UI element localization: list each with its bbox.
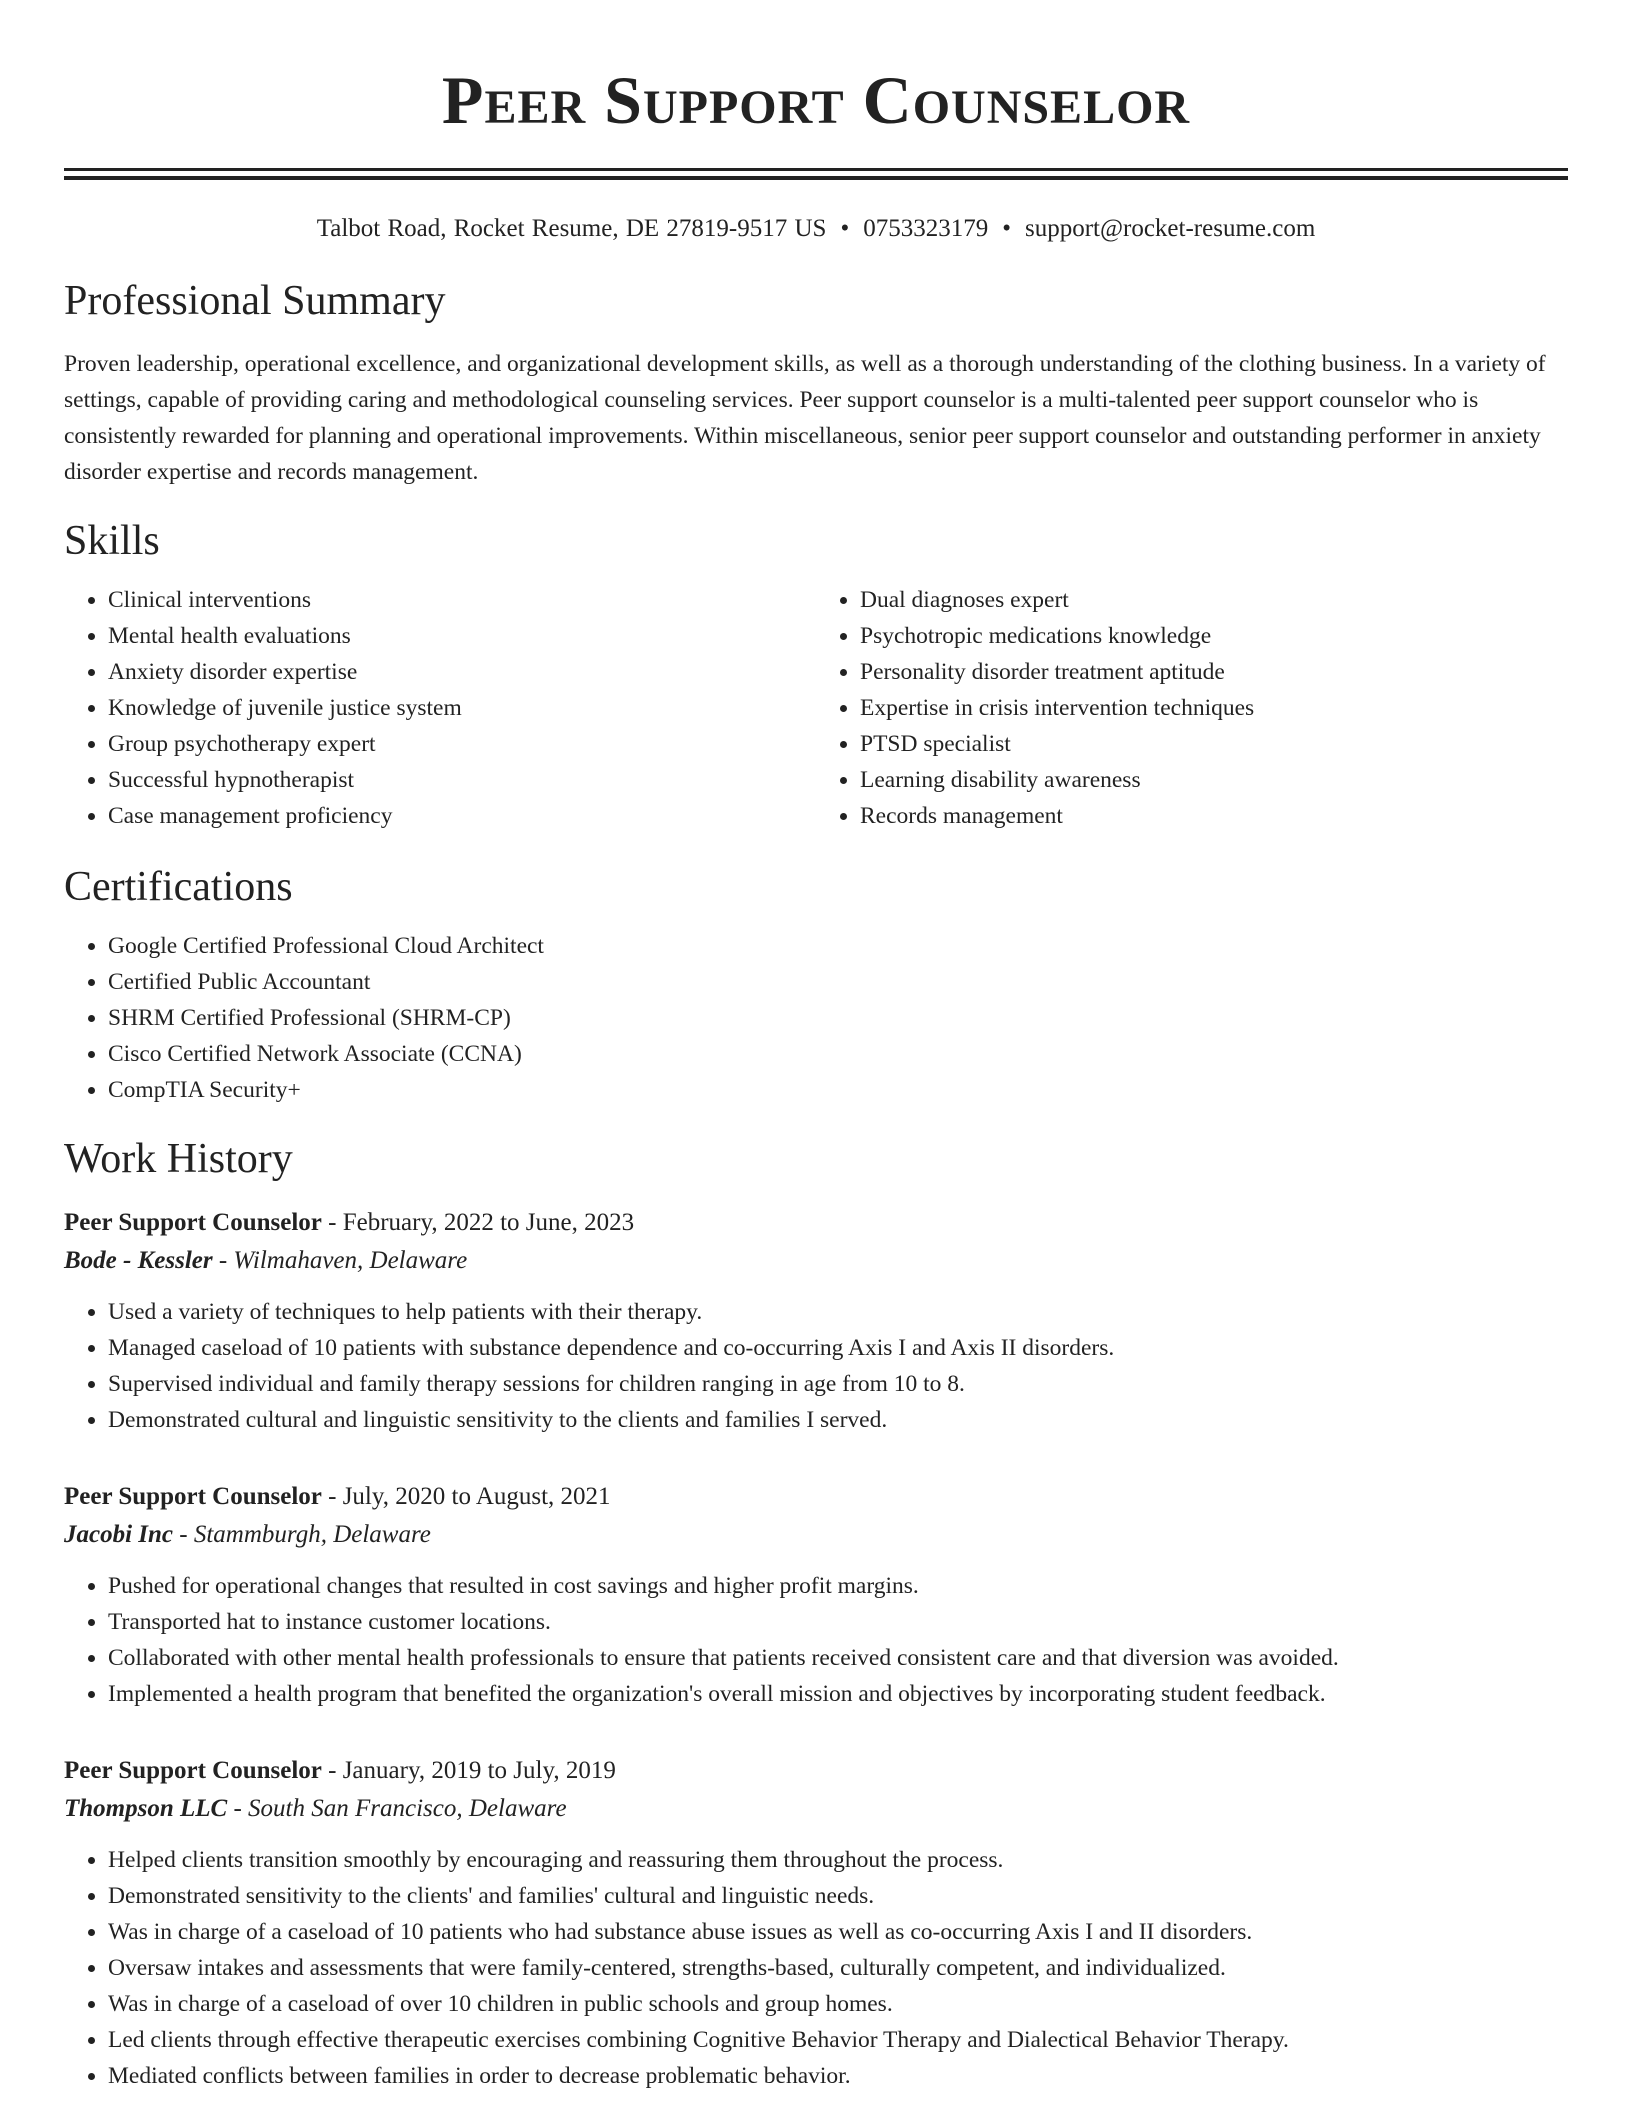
header-divider [64, 168, 1568, 180]
job-bullet: • Mediated conflicts between families in order to decrease problematic behavior. [108, 2058, 1568, 2094]
skill-item: • Learning disability awareness [860, 762, 1568, 798]
contact-line [64, 212, 1568, 246]
job-company-line [64, 1516, 1568, 1554]
skill-item: • Anxiety disorder expertise [108, 654, 816, 690]
skill-item: • Group psychotherapy expert [108, 726, 816, 762]
job-entry [64, 1204, 1568, 1438]
job-title-line [64, 1752, 1568, 1790]
job-role: Peer Support Counselor [64, 1757, 322, 1784]
summary-text: Proven leadership, operational excellence, and organizational development skills, as well as a thorough understanding of the clothing business. In a variety of settings, capable of providing caring and methodological counseling services. Peer support counselor is a multi-talented peer support counselor who is consistently rewarded for planning and operational improvements. Within miscellaneous, senior peer support counselor and outstanding performer in anxiety disorder expertise and records management. [64, 351, 1546, 485]
skill-item: • Case management proficiency [108, 798, 816, 834]
skill-item: • Clinical interventions [108, 582, 816, 618]
skill-item: • Psychotropic medications knowledge [860, 618, 1568, 654]
job-company: Thompson LLC [64, 1795, 228, 1822]
job-dates: - January, 2019 to July, 2019 [328, 1757, 616, 1784]
skill-item: • Personality disorder treatment aptitude [860, 654, 1568, 690]
job-bullet: • Was in charge of a caseload of 10 patients who had substance abuse issues as well as co-occurring Axis I and II disorders. [108, 1914, 1568, 1950]
job-bullets [64, 1294, 1568, 1438]
certifications-list [64, 928, 1568, 1108]
job-bullet: • Implemented a health program that benefited the organization's overall mission and objectives by incorporating student feedback. [108, 1676, 1568, 1712]
job-title-line [64, 1478, 1568, 1516]
job-bullet: • Supervised individual and family therapy sessions for children ranging in age from 10 to 8. [108, 1366, 1568, 1402]
job-bullets [64, 1568, 1568, 1712]
job-title-line [64, 1204, 1568, 1242]
job-bullet: • Collaborated with other mental health professionals to ensure that patients received consistent care and that diversion was avoided. [108, 1640, 1568, 1676]
skill-item: • Expertise in crisis intervention techniques [860, 690, 1568, 726]
skill-item: • Knowledge of juvenile justice system [108, 690, 816, 726]
job-bullet: • Demonstrated cultural and linguistic sensitivity to the clients and families I served. [108, 1402, 1568, 1438]
job-location: - Stammburgh, Delaware [179, 1521, 431, 1548]
job-company-line [64, 1790, 1568, 1828]
skills-columns [64, 582, 1568, 834]
resume-name: Peer Support Counselor [441, 62, 1191, 138]
certification-item: • SHRM Certified Professional (SHRM-CP) [108, 1000, 1568, 1036]
contact-email[interactable]: support@rocket-resume.com [1024, 215, 1316, 242]
job-bullet: • Oversaw intakes and assessments that were family-centered, strengths-based, culturally competent, and individualized. [108, 1950, 1568, 1986]
job-location: - South San Francisco, Delaware [233, 1795, 567, 1822]
certification-item: • Certified Public Accountant [108, 964, 1568, 1000]
summary-heading: Professional Summary [64, 278, 446, 324]
job-dates: - July, 2020 to August, 2021 [328, 1483, 611, 1510]
job-location: - Wilmahaven, Delaware [218, 1247, 468, 1274]
certification-item: • CompTIA Security+ [108, 1072, 1568, 1108]
contact-separator: • [840, 215, 850, 242]
skill-item: • Dual diagnoses expert [860, 582, 1568, 618]
job-company: Jacobi Inc [64, 1521, 174, 1548]
job-company: Bode - Kessler [64, 1247, 213, 1274]
job-bullet: • Transported hat to instance customer locations. [108, 1604, 1568, 1640]
skill-item: • Records management [860, 798, 1568, 834]
skills-list-right [816, 582, 1568, 834]
certification-item: • Cisco Certified Network Associate (CCNA) [108, 1036, 1568, 1072]
skill-item: • Mental health evaluations [108, 618, 816, 654]
job-company-line [64, 1242, 1568, 1280]
job-bullet: • Led clients through effective therapeutic exercises combining Cognitive Behavior Therapy and Dialectical Behavior Therapy. [108, 2022, 1568, 2058]
contact-phone: 0753323179 [863, 215, 989, 242]
job-entry [64, 1752, 1568, 2094]
job-bullet: • Was in charge of a caseload of over 10 children in public schools and group homes. [108, 1986, 1568, 2022]
certifications-heading: Certifications [64, 864, 293, 910]
job-bullet: • Used a variety of techniques to help patients with their therapy. [108, 1294, 1568, 1330]
skill-item: • PTSD specialist [860, 726, 1568, 762]
contact-separator: • [1002, 215, 1011, 242]
certification-item: • Google Certified Professional Cloud Architect [108, 928, 1568, 964]
job-bullets [64, 1842, 1568, 2094]
job-entry [64, 1478, 1568, 1712]
contact-address: Talbot Road, Rocket Resume, DE 27819-9517 US [316, 215, 827, 242]
job-bullet: • Managed caseload of 10 patients with substance dependence and co-occurring Axis I and Axis II disorders. [108, 1330, 1568, 1366]
job-role: Peer Support Counselor [64, 1483, 322, 1510]
job-bullet: • Pushed for operational changes that resulted in cost savings and higher profit margins. [108, 1568, 1568, 1604]
job-dates: - February, 2022 to June, 2023 [328, 1209, 635, 1236]
job-bullet: • Helped clients transition smoothly by encouraging and reassuring them throughout the process. [108, 1842, 1568, 1878]
skills-list-left [64, 582, 816, 834]
skill-item: • Successful hypnotherapist [108, 762, 816, 798]
resume-page [64, 0, 1568, 2094]
skills-heading: Skills [64, 518, 160, 564]
job-bullet: • Demonstrated sensitivity to the clients' and families' cultural and linguistic needs. [108, 1878, 1568, 1914]
job-role: Peer Support Counselor [64, 1209, 322, 1236]
work-history-heading: Work History [64, 1136, 293, 1182]
